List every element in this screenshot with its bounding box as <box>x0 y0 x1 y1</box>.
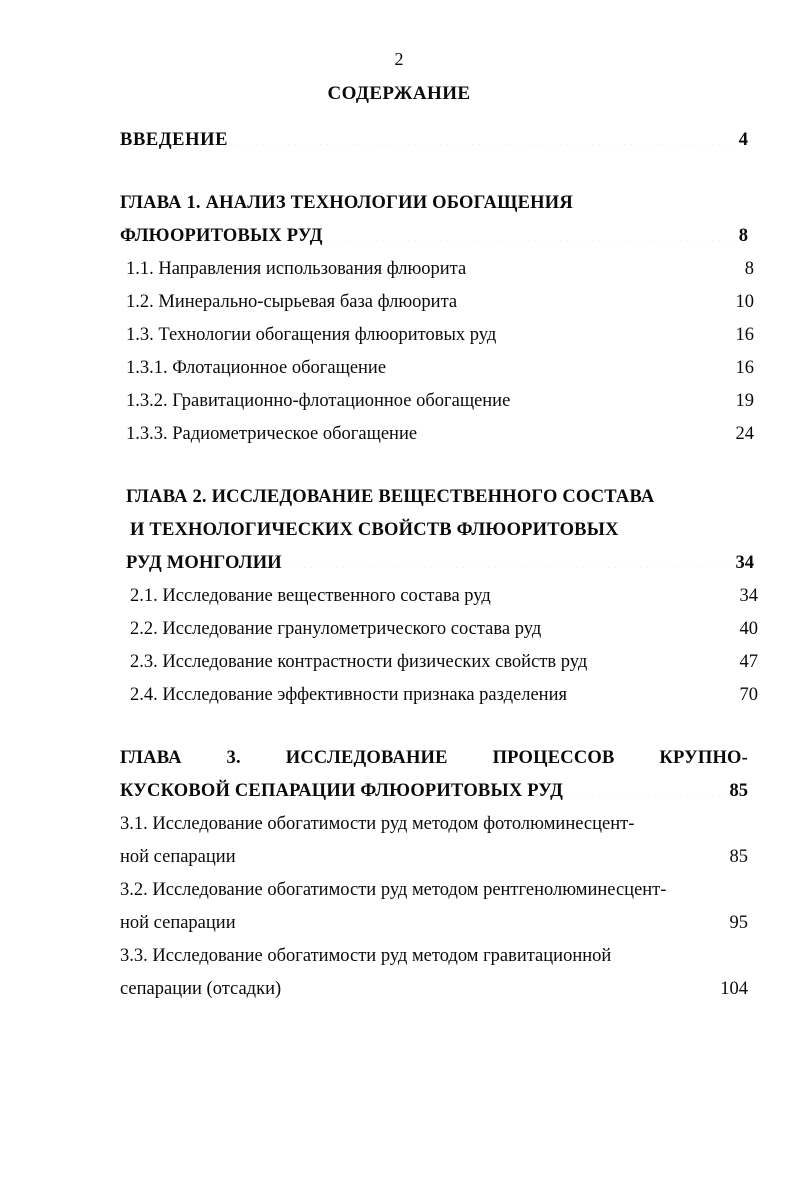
toc-entry-chapter-1[interactable] <box>120 220 748 253</box>
dot-leader <box>467 256 744 275</box>
toc-entry-page: 85 <box>729 847 748 867</box>
toc-entry-page: 8 <box>744 259 754 279</box>
toc-entry-label: КУСКОВОЙ СЕПАРАЦИИ ФЛЮОРИТОВЫХ РУД <box>120 781 564 801</box>
toc-entry-page: 95 <box>729 913 748 933</box>
dot-leader <box>497 322 734 341</box>
toc-entry-label: 1.3.2. Гравитационно-флотационное обогащение <box>126 391 511 411</box>
toc-entry-3-1[interactable] <box>120 841 748 874</box>
toc-entry-page: 19 <box>735 391 754 411</box>
toc-entry-2-1[interactable] <box>120 580 758 613</box>
toc-entry-page: 34 <box>739 586 758 606</box>
toc-entry-page: 34 <box>735 553 754 573</box>
toc-entry-label: 1.2. Минерально-сырьевая база флюорита <box>126 292 458 312</box>
toc-entry-page: 8 <box>738 226 748 246</box>
toc-entry-label: 1.3.3. Радиометрическое обогащение <box>126 424 418 444</box>
toc-entry-label: ВВЕДЕНИЕ <box>120 130 229 150</box>
toc-entry-label: 1.1. Направления использования флюорита <box>126 259 467 279</box>
toc-entry-page: 24 <box>735 424 754 444</box>
dot-leader <box>511 388 734 407</box>
toc-entry-label: РУД МОНГОЛИИ <box>126 553 282 573</box>
dot-leader <box>283 550 735 569</box>
dot-leader <box>282 976 719 995</box>
toc-entry-label: ФЛЮОРИТОВЫХ РУД <box>120 226 323 246</box>
toc-entry-page: 4 <box>738 130 748 150</box>
toc-entry-page: 47 <box>739 652 758 672</box>
toc-entry-3-1-line-1: 3.1. Исследование обогатимости руд методом фотолюминесцент- <box>120 814 635 834</box>
toc-entry-3-2-line-1: 3.2. Исследование обогатимости руд методом рентгенолюминесцент- <box>120 880 667 900</box>
toc-entry-label: 1.3. Технологии обогащения флюоритовых руд <box>126 325 497 345</box>
toc-entry-label: ной сепарации <box>120 913 236 933</box>
toc-entry-chapter-2[interactable] <box>120 547 754 580</box>
toc-entry-page: 16 <box>735 358 754 378</box>
toc-entry-label: 2.2. Исследование гранулометрического состава руд <box>130 619 542 639</box>
toc-entry-1-3-1[interactable] <box>120 352 754 385</box>
toc-group-chapter-2 <box>120 481 758 712</box>
dot-leader <box>588 649 738 668</box>
dot-leader <box>542 616 738 635</box>
dot-leader <box>229 127 738 146</box>
dot-leader <box>418 421 734 440</box>
toc-entry-2-4[interactable] <box>120 679 758 712</box>
dot-leader <box>458 289 734 308</box>
page-title: СОДЕРЖАНИЕ <box>327 83 471 104</box>
toc-entry-label: 2.1. Исследование вещественного состава руд <box>130 586 491 606</box>
toc-chapter-2-title-line-1: ГЛАВА 2. ИССЛЕДОВАНИЕ ВЕЩЕСТВЕННОГО СОСТАВА <box>126 487 655 507</box>
toc-chapter-3-title-line-1: ГЛАВА 3. ИССЛЕДОВАНИЕ ПРОЦЕССОВ КРУПНО- <box>120 748 748 768</box>
toc-entry-page: 40 <box>739 619 758 639</box>
toc-entry-1-3-2[interactable] <box>120 385 754 418</box>
dot-leader <box>387 355 734 374</box>
toc-chapter-1-title-line-1: ГЛАВА 1. АНАЛИЗ ТЕХНОЛОГИИ ОБОГАЩЕНИЯ <box>120 193 573 213</box>
toc-entry-label: 2.3. Исследование контрастности физических свойств руд <box>130 652 588 672</box>
toc-entry-2-2[interactable] <box>120 613 758 646</box>
toc-entry-3-3[interactable] <box>120 973 748 1006</box>
toc-chapter-2-title-line-2: И ТЕХНОЛОГИЧЕСКИХ СВОЙСТВ ФЛЮОРИТОВЫХ <box>130 520 619 540</box>
dot-leader <box>237 910 729 929</box>
toc-entry-3-3-line-1: 3.3. Исследование обогатимости руд методом гравитационной <box>120 946 612 966</box>
toc-entry-label: ной сепарации <box>120 847 236 867</box>
dot-leader <box>568 682 739 701</box>
toc-entry-page: 85 <box>729 781 748 801</box>
toc-entry-page: 16 <box>735 325 754 345</box>
toc-entry-page: 104 <box>720 979 748 999</box>
toc-group-chapter-1 <box>120 187 754 451</box>
dot-leader <box>324 223 738 242</box>
toc-entry-page: 70 <box>739 685 758 705</box>
toc-entry-label: 1.3.1. Флотационное обогащение <box>126 358 387 378</box>
toc-entry-chapter-3[interactable] <box>120 775 748 808</box>
toc-entry-label: 2.4. Исследование эффективности признака разделения <box>130 685 567 705</box>
page-number: 2 <box>394 49 404 69</box>
toc-entry-2-3[interactable] <box>120 646 758 679</box>
toc-group-chapter-3 <box>120 742 748 1006</box>
dot-leader <box>492 583 739 602</box>
toc-entry-1-1[interactable] <box>120 253 754 286</box>
toc-entry-3-2[interactable] <box>120 907 748 940</box>
dot-leader <box>237 844 729 863</box>
toc-entry-1-3-3[interactable] <box>120 418 754 451</box>
toc-entry-page: 10 <box>735 292 754 312</box>
toc-entry-introduction[interactable] <box>120 124 748 157</box>
toc-entry-1-2[interactable] <box>120 286 754 319</box>
table-of-contents <box>120 124 758 1006</box>
toc-entry-label: сепарации (отсадки) <box>120 979 282 999</box>
dot-leader <box>564 778 728 797</box>
toc-entry-1-3[interactable] <box>120 319 754 352</box>
